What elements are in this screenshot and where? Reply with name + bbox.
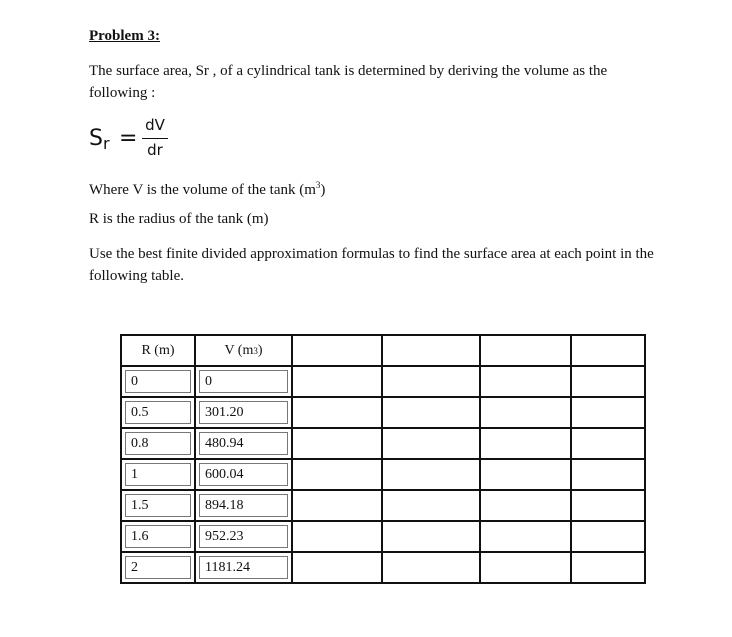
table-row — [121, 366, 645, 397]
cell-v — [195, 490, 292, 521]
answer-cell[interactable] — [480, 459, 571, 490]
cell-v — [195, 366, 292, 397]
answer-cell[interactable] — [382, 521, 480, 552]
answer-cell[interactable] — [292, 490, 382, 521]
answer-cell[interactable] — [480, 552, 571, 583]
cell-v — [195, 397, 292, 428]
cell-v-value: 600.04 — [199, 463, 288, 486]
empty-cell — [480, 335, 571, 366]
answer-cell[interactable] — [292, 397, 382, 428]
answer-cell[interactable] — [480, 521, 571, 552]
cell-r — [121, 521, 195, 552]
header-v-text: V (m — [224, 342, 254, 358]
empty-cell — [382, 335, 480, 366]
answer-cell[interactable] — [571, 366, 645, 397]
answer-cell[interactable] — [382, 490, 480, 521]
empty-cell — [571, 335, 645, 366]
answer-cell[interactable] — [292, 552, 382, 583]
cell-r-value: 2 — [125, 556, 191, 579]
cell-v-value: 0 — [199, 370, 288, 393]
answer-cell[interactable] — [292, 521, 382, 552]
cell-r — [121, 428, 195, 459]
cell-r-value: 1 — [125, 463, 191, 486]
cell-r — [121, 397, 195, 428]
data-table — [120, 334, 646, 584]
answer-cell[interactable] — [571, 490, 645, 521]
volume-definition-close: ) — [320, 182, 326, 198]
cell-v-value: 1181.24 — [199, 556, 288, 579]
cell-v — [195, 428, 292, 459]
intro-paragraph: The surface area, Sr , of a cylindrical tank is determined by deriving the volume as the following : — [89, 63, 608, 101]
header-r: R (m) — [121, 335, 195, 366]
table-row — [121, 552, 645, 583]
radius-definition: R is the radius of the tank (m) — [89, 211, 269, 227]
answer-cell[interactable] — [382, 552, 480, 583]
answer-cell[interactable] — [480, 397, 571, 428]
cell-v — [195, 521, 292, 552]
formula-numerator: dV — [145, 116, 165, 134]
volume-definition-text: Where V is the volume of the tank (m — [89, 182, 316, 198]
cell-v — [195, 552, 292, 583]
answer-cell[interactable] — [382, 397, 480, 428]
header-v-exponent: 3 — [253, 345, 258, 356]
table-row — [121, 428, 645, 459]
answer-cell[interactable] — [571, 459, 645, 490]
formula-lhs-subscript: r — [102, 134, 110, 153]
cell-r-value: 1.6 — [125, 525, 191, 548]
answer-cell[interactable] — [571, 521, 645, 552]
table-row — [121, 490, 645, 521]
answer-cell[interactable] — [292, 459, 382, 490]
cell-r-value: 0.5 — [125, 401, 191, 424]
answer-cell[interactable] — [382, 366, 480, 397]
formula-lhs — [89, 126, 110, 153]
answer-cell[interactable] — [382, 428, 480, 459]
answer-cell[interactable] — [292, 366, 382, 397]
header-v — [195, 335, 292, 366]
cell-r — [121, 366, 195, 397]
formula-lhs-symbol: S — [89, 126, 103, 151]
cell-r — [121, 552, 195, 583]
cell-v-value: 894.18 — [199, 494, 288, 517]
answer-cell[interactable] — [382, 459, 480, 490]
formula-equals: = — [119, 126, 138, 151]
table-row — [121, 397, 645, 428]
answer-cell[interactable] — [571, 397, 645, 428]
volume-definition — [89, 174, 664, 201]
cell-v-value: 480.94 — [199, 432, 288, 455]
table-row — [121, 521, 645, 552]
cell-r — [121, 490, 195, 521]
formula-denominator: dr — [147, 141, 163, 159]
cell-v-value: 952.23 — [199, 525, 288, 548]
cell-r-value: 0.8 — [125, 432, 191, 455]
cell-r-value: 1.5 — [125, 494, 191, 517]
table-row — [121, 459, 645, 490]
volume-unit-exponent: 3 — [315, 180, 321, 190]
table-header-row — [121, 335, 645, 366]
formula-fraction — [142, 116, 168, 159]
cell-r — [121, 459, 195, 490]
cell-r-value: 0 — [125, 370, 191, 393]
empty-cell — [292, 335, 382, 366]
answer-cell[interactable] — [480, 490, 571, 521]
problem-title: Problem 3: — [89, 28, 160, 44]
fraction-bar — [142, 138, 168, 139]
answer-cell[interactable] — [292, 428, 382, 459]
header-v-close: ) — [257, 342, 263, 358]
cell-v-value: 301.20 — [199, 401, 288, 424]
cell-v — [195, 459, 292, 490]
instruction-paragraph: Use the best finite divided approximation formulas to find the surface area at each point in the following table. — [89, 246, 654, 284]
answer-cell[interactable] — [480, 428, 571, 459]
answer-cell[interactable] — [571, 552, 645, 583]
answer-cell[interactable] — [480, 366, 571, 397]
answer-cell[interactable] — [571, 428, 645, 459]
